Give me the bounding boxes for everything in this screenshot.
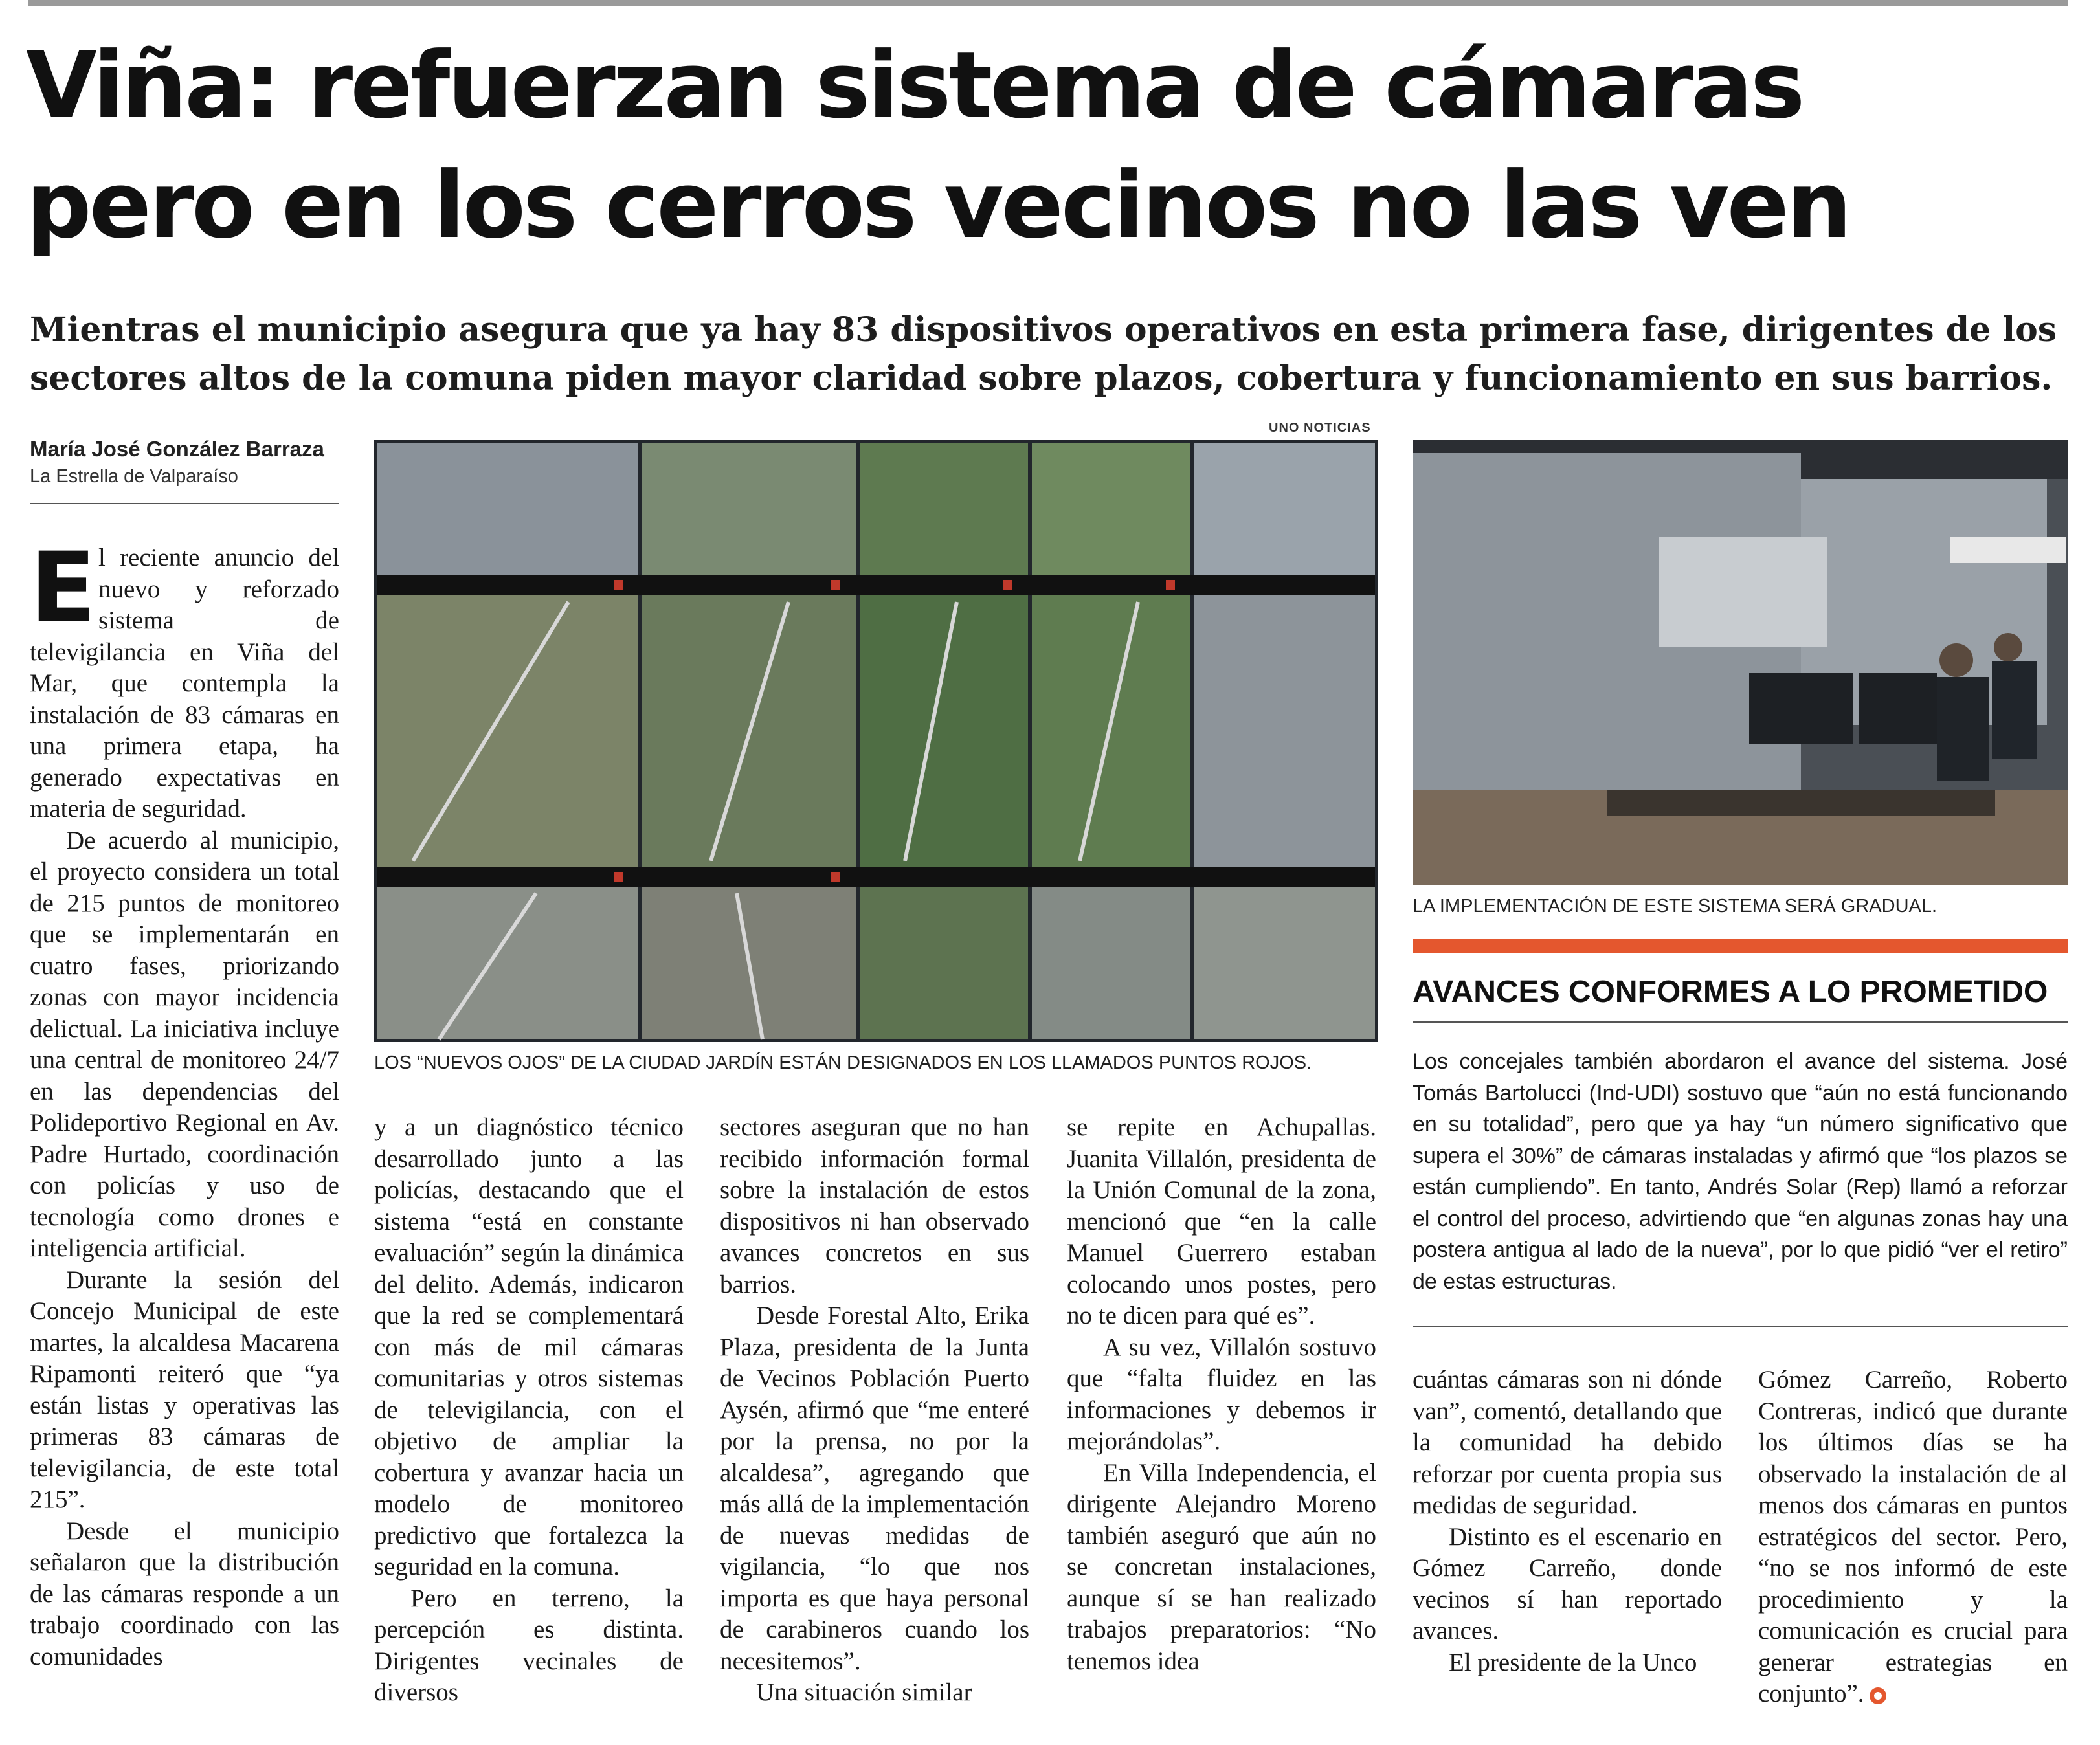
article-column-2 — [374, 1112, 684, 1709]
drop-cap: E — [30, 532, 96, 645]
paragraph-text: l reciente anuncio del nuevo y reforzado sistema de televigilancia en Viña del Mar, que contempla la instalación de 83 cámaras en una primera etapa, ha generado expectativas en materia de seguridad. — [30, 544, 339, 823]
paragraph — [1758, 1364, 2068, 1710]
paragraph: Desde Forestal Alto, Erika Plaza, presidenta de la Junta de Vecinos Población Puerto Aysén, afirmó que “me enteré por la prensa, no por la alcaldesa”, agregando que más allá de la implementación de nuevas medidas de vigilancia, “lo que nos importa es que haya personal de carabineros cuando los necesitemos”. — [720, 1302, 1029, 1675]
control-room-image — [1413, 440, 2068, 885]
desk — [1607, 790, 1995, 816]
sidebar-title: AVANCES CONFORMES A LO PROMETIDO — [1413, 975, 2048, 1009]
article-column-4 — [1067, 1112, 1376, 1677]
main-photo-caption: LOS “NUEVOS OJOS” DE LA CIUDAD JARDÍN ESTÁN DESIGNADOS EN LOS LLAMADOS PUNTOS ROJOS. — [374, 1052, 1312, 1073]
article-column-1 — [30, 532, 339, 1673]
paragraph: En Villa Independencia, el dirigente Alejandro Moreno también aseguró que aún no se concretan instalaciones, aunque sí se han realizado trabajos preparatorios: “No tenemos idea — [1067, 1458, 1376, 1675]
byline — [30, 435, 341, 489]
paragraph: A su vez, Villalón sostuvo que “falta fluidez en las informaciones y debemos ir mejorándolas”. — [1067, 1333, 1376, 1455]
article-column-6 — [1758, 1364, 2068, 1710]
paragraph: cuántas cámaras son ni dónde van”, comentó, detallando que la comunidad ha debido reforzar por cuenta propia sus medidas de seguridad. — [1413, 1366, 1722, 1519]
sidebar-body: Los concejales también abordaron el avance del sistema. José Tomás Bartolucci (Ind-UDI) sostuvo que “aún no está funcionando en su totalidad”, pero que ya hay “un número significativo que supera el 30%” de cámaras instaladas y afirmó que “los plazos se están cumpliendo”. En tanto, Andrés Solar (Rep) llamó a reforzar el control del proceso, advirtiendo que “en algunas zonas hay una postera antigua al lado de la nueva”, por lo que pidió “ver el retiro” de estas estructuras. — [1413, 1049, 2068, 1294]
camera-feed-tiles — [377, 443, 1375, 1039]
headline-line-2: pero en los cerros vecinos no las ven — [26, 152, 1849, 259]
sidebar-bottom-rule — [1413, 1326, 2068, 1327]
paragraph: Pero en terreno, la percepción es distinta. Dirigentes vecinales de diversos — [374, 1584, 684, 1706]
end-of-article-icon — [1870, 1687, 1886, 1704]
paragraph: Durante la sesión del Concejo Municipal de este martes, la alcaldesa Macarena Ripamonti reiteró que “ya están listas y operativas las primeras 83 cámaras de televigilancia, de este total 215”. — [30, 1265, 339, 1513]
paragraph: Una situación similar — [756, 1678, 972, 1706]
publication-name: La Estrella de Valparaíso — [30, 466, 238, 487]
article-column-3 — [720, 1112, 1029, 1709]
paragraph — [30, 532, 339, 825]
paragraph: Desde el municipio señalaron que la distribución de las cámaras responde a un trabajo coordinado con las comunidades — [30, 1517, 339, 1671]
paragraph: De acuerdo al municipio, el proyecto considera un total de 215 puntos de monitoreo que se implementarán en cuatro fases, priorizando zonas con mayor incidencia delictual. La iniciativa incluye una central de monitoreo 24/7 en las dependencias del Polideportivo Regional en Av. Padre Hurtado, coordinación con policías y uso de tecnología como drones e inteligencia artificial. — [30, 826, 339, 1262]
top-rule — [28, 0, 2068, 6]
photo-credit: UNO NOTICIAS — [1269, 421, 1371, 435]
paragraph: y a un diagnóstico técnico desarrollado junto a las policías, destacando que el sistema “está en constante evaluación” según la dinámica del delito. Además, indicaron que la red se complementará con más de mil cámaras comunitarias y otros sistemas de televigilancia, con el objetivo de ampliar la cobertura y avanzar hacia un modelo de monitoreo predictivo que fortalezca la seguridad en la comuna. — [374, 1113, 684, 1581]
surveillance-monitors-photo — [374, 440, 1378, 1042]
headline — [26, 26, 2084, 265]
deck-line-1: Mientras el municipio asegura que ya hay 83 dispositivos operativos en esta primera fase, dirigentes de los — [30, 310, 2057, 350]
paragraph: se repite en Achupallas. Juanita Villalón, presidenta de la Unión Comunal de la zona, mencionó que “en la calle Manuel Guerrero estaban colocando unos postes, pero no te dicen para qué es”. — [1067, 1113, 1376, 1329]
monitoring-center-photo — [1413, 440, 2068, 885]
paragraph-text: Gómez Carreño, Roberto Contreras, indicó que durante los últimos días se ha observado la instalación de al menos dos cámaras en puntos estratégicos del sector. Pero, “no se nos informó de este procedimiento y la comunicación es crucial para generar estrategias en conjunto”. — [1758, 1366, 2068, 1707]
operator — [1937, 677, 1989, 781]
article-column-5 — [1413, 1364, 1722, 1678]
headline-line-1: Viña: refuerzan sistema de cámaras — [26, 32, 1803, 139]
side-photo-caption: LA IMPLEMENTACIÓN DE ESTE SISTEMA SERÁ GRADUAL. — [1413, 896, 1938, 917]
sidebar-title-rule — [1413, 1021, 2068, 1023]
paragraph: Distinto es el escenario en Gómez Carreño, donde vecinos sí han reportado avances. — [1413, 1522, 1722, 1645]
sidebar-accent-bar — [1413, 939, 2068, 953]
monitor-grid-image — [374, 440, 1378, 1042]
author-name: María José González Barraza — [30, 437, 324, 461]
paragraph: sectores aseguran que no han recibido información formal sobre la instalación de estos dispositivos ni han observado avances concretos en sus barrios. — [720, 1113, 1029, 1298]
deck — [30, 306, 2082, 403]
byline-rule — [30, 503, 339, 504]
paragraph: El presidente de la Unco — [1449, 1648, 1697, 1676]
deck-line-2: sectores altos de la comuna piden mayor claridad sobre plazos, cobertura y funcionamiento en sus barrios. — [30, 359, 2053, 398]
